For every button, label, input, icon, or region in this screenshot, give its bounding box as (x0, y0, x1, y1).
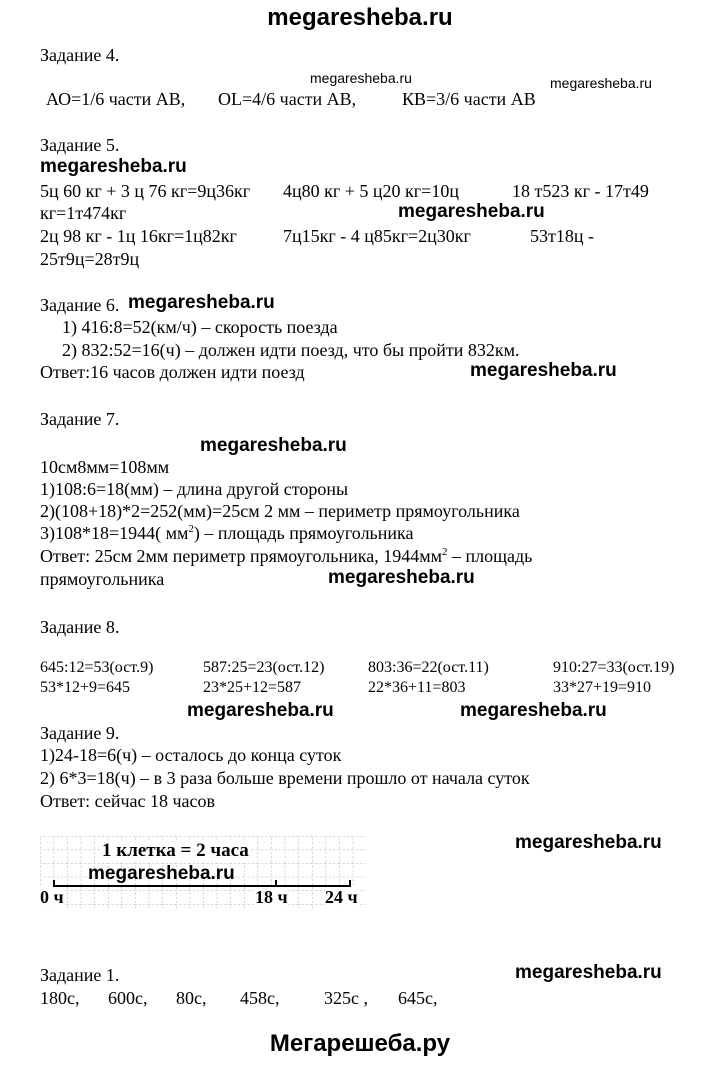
watermark: megaresheba.ru (40, 156, 187, 177)
task8-division-3: 803:36=22(ост.11) (368, 659, 489, 676)
task9-title: Задание 9. (40, 723, 120, 743)
task8-check-3: 22*36+11=803 (368, 679, 466, 696)
task7-line1: 1)108:6=18(мм) – длина другой стороны (40, 479, 349, 499)
task7-answer-line2: прямоугольника (40, 569, 165, 589)
task7-title: Задание 7. (40, 409, 120, 429)
site-footer: Мегарешеба.ру (269, 1030, 451, 1057)
watermark: megaresheba.ru (550, 75, 652, 91)
task5-title: Задание 5. (40, 135, 120, 155)
task7-answer: Ответ: 25см 2мм периметр прямоугольника, $1944мм^2$ – площадь (40, 546, 533, 566)
watermark: megaresheba.ru (515, 832, 662, 853)
tick-label-0: 0 ч (40, 887, 64, 907)
task5-line2: кг=1т474кг (40, 203, 127, 223)
tick-label-18: 18 ч (255, 887, 288, 907)
task1-value: 600с, (108, 988, 148, 1008)
task1-value: 645с, (398, 988, 438, 1008)
task6-step2: 2) 832:52=16(ч) – должен идти поезд, что бы пройти 832км. (62, 340, 520, 360)
watermark: megaresheba.ru (470, 360, 617, 381)
task7-line2: 2)(108+18)*2=252(мм)=25см 2 мм – периметр прямоугольника (40, 501, 520, 521)
watermark: megaresheba.ru (200, 435, 347, 456)
watermark: megaresheba.ru (88, 863, 235, 884)
scale-label: 1 клетка = 2 часа (102, 840, 249, 861)
task8-division-4: 910:27=33(ост.19) (553, 659, 675, 676)
task5-line4: 25т9ц=28т9ц (40, 249, 140, 269)
watermark: megaresheba.ru (128, 292, 275, 313)
tick-label-24: 24 ч (325, 887, 358, 907)
task1-value: 458с, (240, 988, 280, 1008)
task9-step2: 2) 6*3=18(ч) – в 3 раза больше времени прошло от начала суток (40, 768, 530, 788)
task5-line3b: 7ц15кг - 4 ц85кг=2ц30кг (283, 226, 471, 246)
task6-step1: 1) 416:8=52(км/ч) – скорость поезда (62, 317, 338, 337)
task8-check-2: 23*25+12=587 (203, 679, 302, 696)
task4-item-kb: КВ=3/6 части АВ (402, 89, 536, 109)
watermark: megaresheba.ru (515, 962, 662, 983)
task9-step1: 1)24-18=6(ч) – осталось до конца суток (40, 745, 342, 765)
task7-line3: 3)108*18=1944( $мм^2$) – площадь прямоугольника (40, 523, 414, 543)
task8-check-1: 53*12+9=645 (40, 679, 131, 696)
task9-answer: Ответ: сейчас 18 часов (40, 791, 216, 811)
task1-value: 325с , (324, 988, 368, 1008)
task5-line3a: 2ц 98 кг - 1ц 16кг=1ц82кг (40, 226, 237, 246)
task4-item-ol: OL=4/6 части АВ, (218, 89, 357, 109)
watermark: megaresheba.ru (328, 567, 475, 588)
task8-division-2: 587:25=23(ост.12) (203, 659, 325, 676)
task5-line3c: 53т18ц - (530, 226, 594, 246)
task1-title: Задание 1. (40, 965, 120, 985)
watermark: megaresheba.ru (460, 700, 607, 721)
task5-line1c: 18 т523 кг - 17т49 (512, 181, 649, 201)
task1-value: 180с, (40, 988, 80, 1008)
task6-answer: Ответ:16 часов должен идти поезд (40, 362, 305, 382)
task6-title: Задание 6. (40, 295, 120, 315)
task8-division-1: 645:12=53(ост.9) (40, 659, 154, 676)
watermark: megaresheba.ru (398, 201, 545, 222)
task4-item-ao: АО=1/6 части АВ, (46, 89, 186, 109)
task5-line1b: 4ц80 кг + 5 ц20 кг=10ц (283, 181, 459, 201)
watermark: megaresheba.ru (310, 70, 412, 86)
watermark: megaresheba.ru (187, 700, 334, 721)
task8-check-4: 33*27+19=910 (553, 679, 652, 696)
site-header: megaresheba.ru (267, 4, 453, 31)
task7-line0: 10см8мм=108мм (40, 457, 170, 477)
task8-title: Задание 8. (40, 617, 120, 637)
task4-title: Задание 4. (40, 45, 120, 65)
task5-line1a: 5ц 60 кг + 3 ц 76 кг=9ц36кг (40, 181, 251, 201)
task1-value: 80с, (176, 988, 207, 1008)
